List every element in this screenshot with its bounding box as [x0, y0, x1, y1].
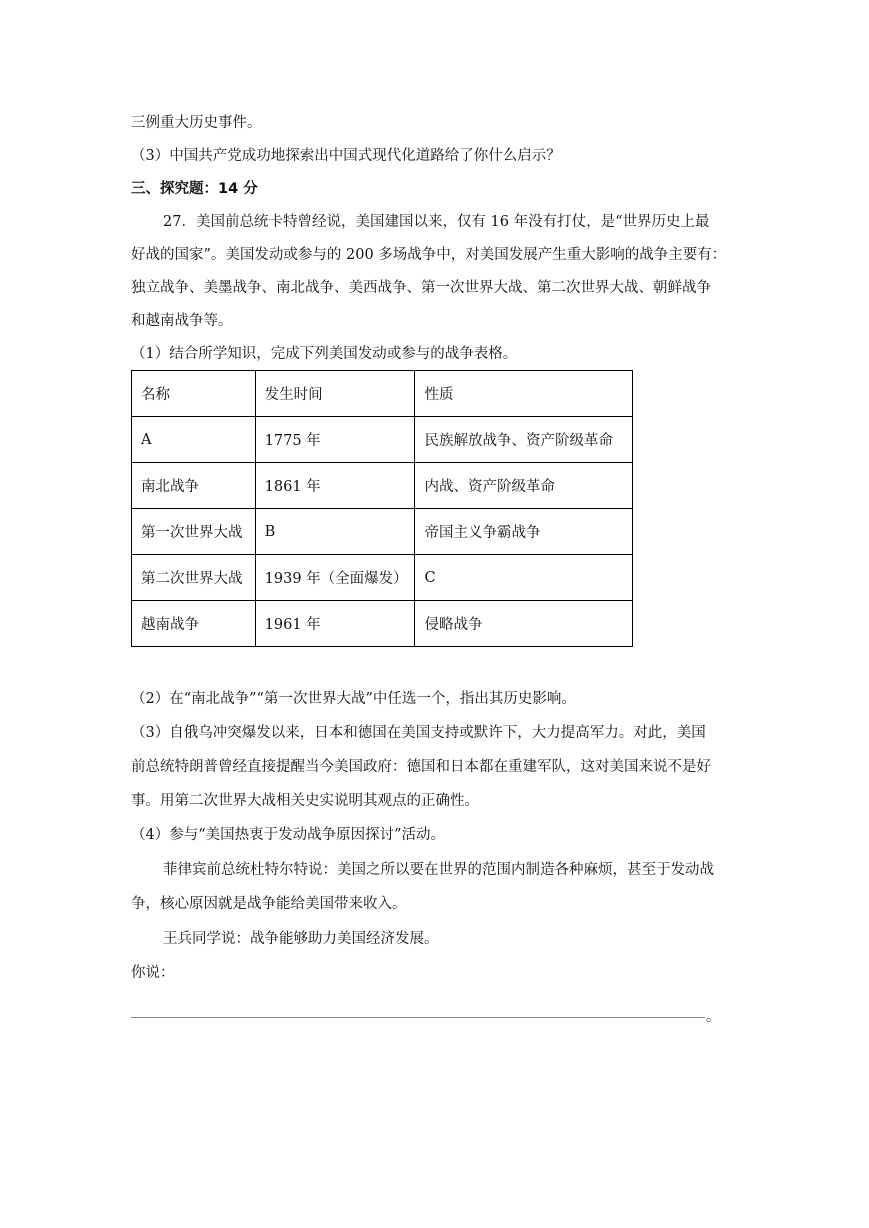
table-cell: 民族解放战争、资产阶级革命: [415, 417, 633, 463]
quote-duterte: 菲律宾前总统杜特尔特说：美国之所以要在世界的范围内制造各种麻烦，甚至于发动战: [163, 862, 714, 878]
table-cell: 1861 年: [255, 463, 415, 509]
section-title: 三、探究题：14 分: [131, 181, 258, 197]
you-say-label: 你说：: [131, 965, 175, 981]
column-header-time: 发生时间: [255, 371, 415, 417]
sub-question-1: （1）结合所学知识，完成下列美国发动或参与的战争表格。: [131, 346, 518, 362]
sub-question-3: （3）自俄乌冲突爆发以来，日本和德国在美国支持或默许下，大力提高军力。对此，美国: [131, 725, 706, 741]
sub-question-3: 前总统特朗普曾经直接提醒当今美国政府：德国和日本都在重建军队，这对美国来说不是好: [131, 759, 711, 775]
quote-duterte: 争，核心原因就是战争能给美国带来收入。: [131, 896, 407, 912]
answer-end-period: 。: [706, 1009, 721, 1025]
table-row: [132, 509, 633, 555]
table-cell: 第二次世界大战: [132, 555, 256, 601]
answer-blank-line[interactable]: [131, 1017, 705, 1018]
column-header-name: 名称: [132, 371, 256, 417]
table-row: [132, 417, 633, 463]
quote-wangbing: 王兵同学说：战争能够助力美国经济发展。: [163, 931, 439, 947]
table-cell: 帝国主义争霸战争: [415, 509, 633, 555]
sub-question-2: （2）在“南北战争”“第一次世界大战”中任选一个，指出其历史影响。: [131, 691, 576, 707]
war-table: [131, 370, 633, 647]
question-3-prompt: （3）中国共产党成功地探索出中国式现代化道路给了你什么启示？: [131, 148, 561, 164]
table-cell: 侵略战争: [415, 601, 633, 647]
table-cell: 南北战争: [132, 463, 256, 509]
table-cell: 1961 年: [255, 601, 415, 647]
column-header-nature: 性质: [415, 371, 633, 417]
table-cell: 越南战争: [132, 601, 256, 647]
table-row: [132, 555, 633, 601]
text-line: 三例重大历史事件。: [131, 115, 262, 131]
table-row: [132, 463, 633, 509]
sub-question-3: 事。用第二次世界大战相关史实说明其观点的正确性。: [131, 793, 479, 809]
question-27-text: 27．美国前总统卡特曾经说，美国建国以来，仅有 16 年没有打仗，是“世界历史上最: [163, 214, 710, 230]
table-cell: C: [415, 555, 633, 601]
table-cell: 内战、资产阶级革命: [415, 463, 633, 509]
question-27-text: 和越南战争等。: [131, 313, 233, 329]
table-header-row: [132, 371, 633, 417]
table-cell: A: [132, 417, 256, 463]
table-cell: 1939 年（全面爆发）: [255, 555, 415, 601]
question-27-text: 独立战争、美墨战争、南北战争、美西战争、第一次世界大战、第二次世界大战、朝鲜战争: [131, 280, 711, 296]
table-cell: 第一次世界大战: [132, 509, 256, 555]
question-27-text: 好战的国家”。美国发动或参与的 200 多场战争中，对美国发展产生重大影响的战争主要有：: [131, 247, 727, 263]
sub-question-4: （4）参与“美国热衷于发动战争原因探讨”活动。: [131, 827, 446, 843]
table-cell: B: [255, 509, 415, 555]
table-cell: 1775 年: [255, 417, 415, 463]
table-row: [132, 601, 633, 647]
